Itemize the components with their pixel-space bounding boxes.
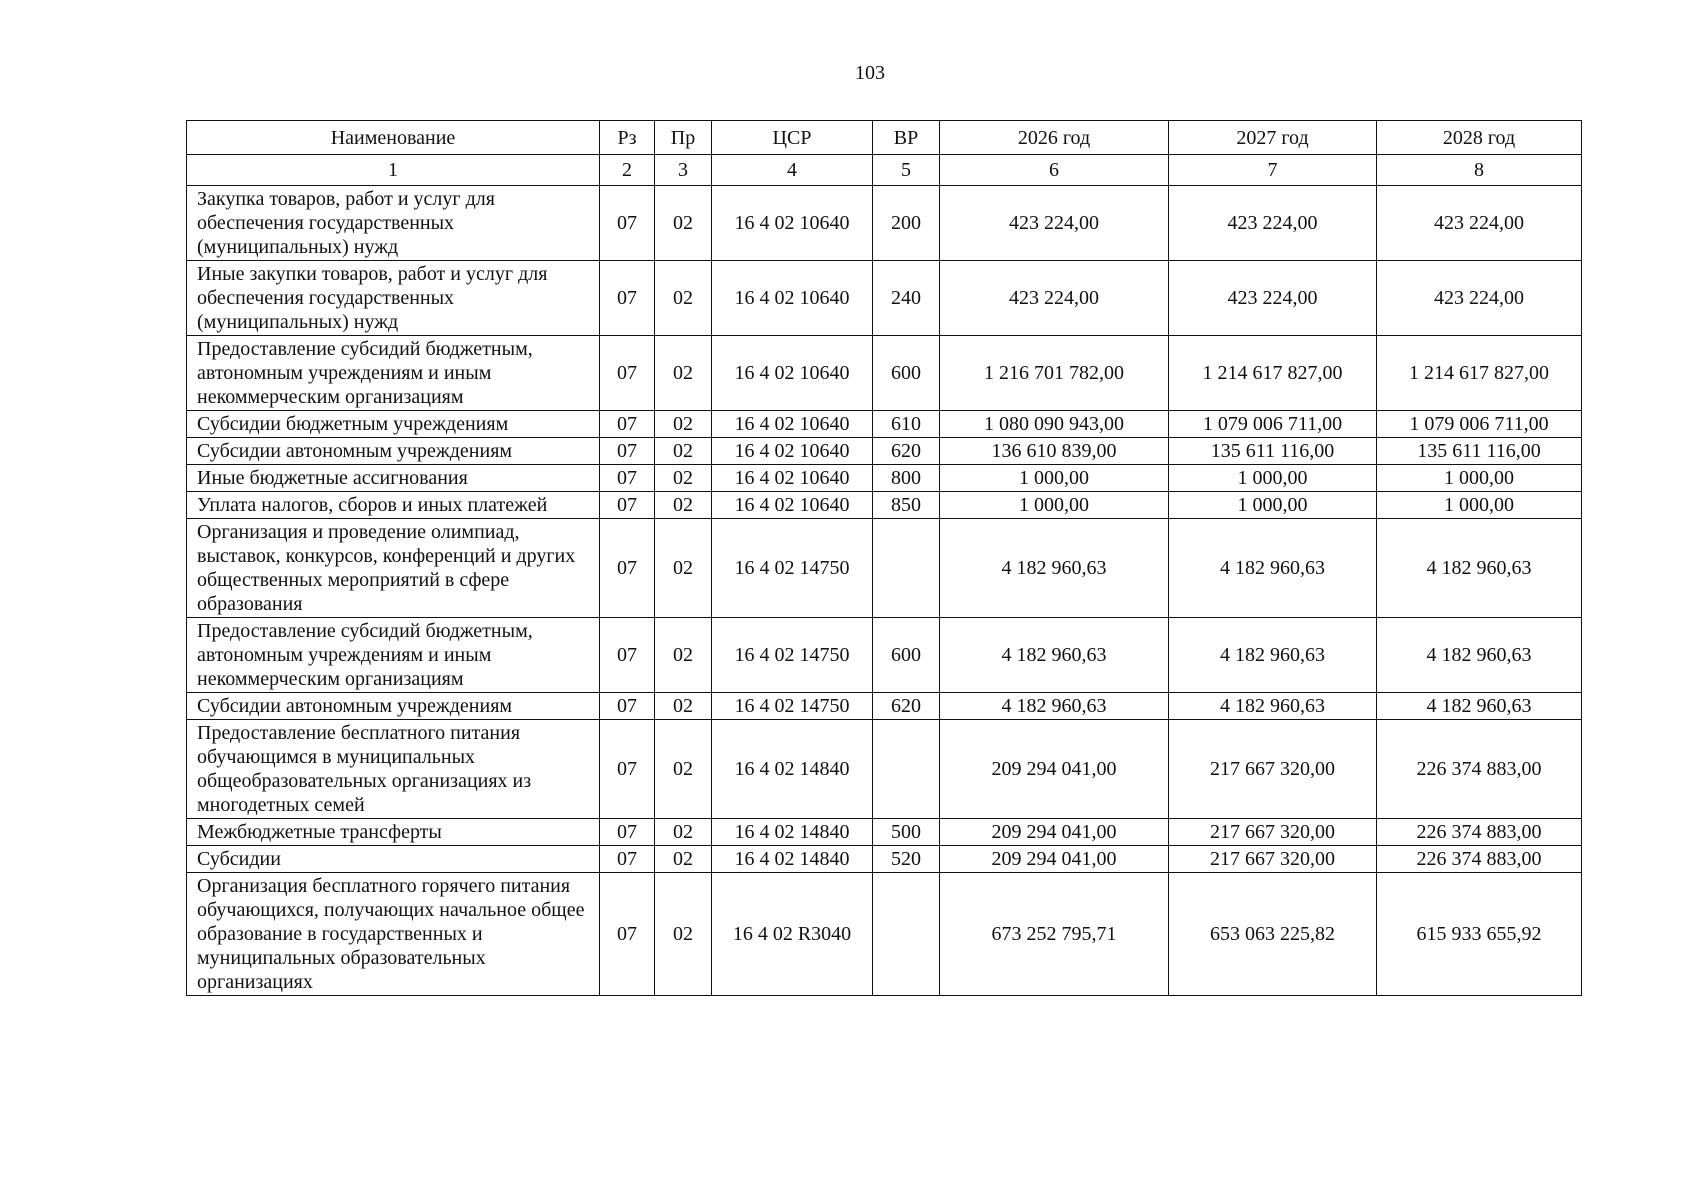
row-vr: 600: [873, 618, 940, 693]
row-name: Субсидии бюджетным учреждениям: [187, 411, 600, 438]
row-2027: 1 079 006 711,00: [1169, 411, 1377, 438]
row-vr: [873, 519, 940, 618]
header-row: [187, 121, 1582, 155]
column-number: 2: [600, 155, 655, 186]
table-row: [187, 693, 1582, 720]
header-pr: Пр: [655, 121, 712, 155]
row-pr: 02: [655, 519, 712, 618]
page-number: 103: [855, 62, 885, 84]
row-2026: 209 294 041,00: [940, 846, 1169, 873]
row-rz: 07: [600, 519, 655, 618]
row-2028: 4 182 960,63: [1377, 693, 1582, 720]
row-2028: 4 182 960,63: [1377, 618, 1582, 693]
row-name: Организация и проведение олимпиад, выставок, конкурсов, конференций и других общественных мероприятий в сфере образования: [187, 519, 600, 618]
column-number: 7: [1169, 155, 1377, 186]
header-2028: 2028 год: [1377, 121, 1582, 155]
row-name: Субсидии автономным учреждениям: [187, 693, 600, 720]
row-pr: 02: [655, 873, 712, 996]
table-row: [187, 261, 1582, 336]
header-csr: ЦСР: [712, 121, 873, 155]
row-vr: 610: [873, 411, 940, 438]
row-2028: 615 933 655,92: [1377, 873, 1582, 996]
row-vr: [873, 720, 940, 819]
row-2026: 209 294 041,00: [940, 720, 1169, 819]
row-csr: 16 4 02 10640: [712, 336, 873, 411]
row-csr: 16 4 02 10640: [712, 492, 873, 519]
row-pr: 02: [655, 336, 712, 411]
table-row: [187, 411, 1582, 438]
row-rz: 07: [600, 261, 655, 336]
row-csr: 16 4 02 10640: [712, 438, 873, 465]
row-pr: 02: [655, 693, 712, 720]
row-2027: 1 000,00: [1169, 465, 1377, 492]
column-number: 1: [187, 155, 600, 186]
header-name: Наименование: [187, 121, 600, 155]
row-pr: 02: [655, 720, 712, 819]
row-2027: 217 667 320,00: [1169, 819, 1377, 846]
row-pr: 02: [655, 618, 712, 693]
row-2027: 423 224,00: [1169, 261, 1377, 336]
row-2026: 4 182 960,63: [940, 519, 1169, 618]
row-rz: 07: [600, 873, 655, 996]
row-rz: 07: [600, 492, 655, 519]
row-rz: 07: [600, 693, 655, 720]
row-name: Иные бюджетные ассигнования: [187, 465, 600, 492]
row-2027: 1 000,00: [1169, 492, 1377, 519]
column-number: 8: [1377, 155, 1582, 186]
header-vr: ВР: [873, 121, 940, 155]
row-pr: 02: [655, 186, 712, 261]
row-vr: 520: [873, 846, 940, 873]
row-2026: 209 294 041,00: [940, 819, 1169, 846]
row-2027: 423 224,00: [1169, 186, 1377, 261]
row-vr: 240: [873, 261, 940, 336]
row-2028: 226 374 883,00: [1377, 720, 1582, 819]
table-row: [187, 720, 1582, 819]
row-vr: 500: [873, 819, 940, 846]
row-rz: 07: [600, 465, 655, 492]
row-2028: 423 224,00: [1377, 186, 1582, 261]
row-2028: 423 224,00: [1377, 261, 1582, 336]
row-csr: 16 4 02 14840: [712, 819, 873, 846]
row-rz: 07: [600, 186, 655, 261]
row-csr: 16 4 02 10640: [712, 411, 873, 438]
table-body: [187, 186, 1582, 996]
row-csr: 16 4 02 14750: [712, 519, 873, 618]
column-number-row: [187, 155, 1582, 186]
row-name: Предоставление субсидий бюджетным, автономным учреждениям и иным некоммерческим организациям: [187, 336, 600, 411]
row-name: Иные закупки товаров, работ и услуг для обеспечения государственных (муниципальных) нужд: [187, 261, 600, 336]
row-vr: 850: [873, 492, 940, 519]
row-2027: 135 611 116,00: [1169, 438, 1377, 465]
row-2027: 1 214 617 827,00: [1169, 336, 1377, 411]
row-2027: 4 182 960,63: [1169, 618, 1377, 693]
row-pr: 02: [655, 819, 712, 846]
row-rz: 07: [600, 846, 655, 873]
row-2028: 226 374 883,00: [1377, 819, 1582, 846]
row-csr: 16 4 02 14840: [712, 720, 873, 819]
table-row: [187, 186, 1582, 261]
row-2026: 1 080 090 943,00: [940, 411, 1169, 438]
budget-table: [186, 120, 1582, 996]
row-vr: 600: [873, 336, 940, 411]
row-2026: 423 224,00: [940, 261, 1169, 336]
column-number: 3: [655, 155, 712, 186]
row-2027: 4 182 960,63: [1169, 519, 1377, 618]
row-name: Субсидии: [187, 846, 600, 873]
row-2026: 1 000,00: [940, 465, 1169, 492]
row-2026: 136 610 839,00: [940, 438, 1169, 465]
row-pr: 02: [655, 261, 712, 336]
table-row: [187, 873, 1582, 996]
row-name: Предоставление субсидий бюджетным, автономным учреждениям и иным некоммерческим организациям: [187, 618, 600, 693]
row-pr: 02: [655, 438, 712, 465]
header-2027: 2027 год: [1169, 121, 1377, 155]
table-row: [187, 819, 1582, 846]
row-2028: 1 000,00: [1377, 492, 1582, 519]
row-name: Межбюджетные трансферты: [187, 819, 600, 846]
row-2026: 4 182 960,63: [940, 693, 1169, 720]
row-2027: 217 667 320,00: [1169, 846, 1377, 873]
row-name: Уплата налогов, сборов и иных платежей: [187, 492, 600, 519]
row-2028: 226 374 883,00: [1377, 846, 1582, 873]
row-csr: 16 4 02 10640: [712, 261, 873, 336]
row-2028: 1 214 617 827,00: [1377, 336, 1582, 411]
row-name: Предоставление бесплатного питания обучающимся в муниципальных общеобразовательных организациях из многодетных семей: [187, 720, 600, 819]
row-2026: 1 000,00: [940, 492, 1169, 519]
row-name: Субсидии автономным учреждениям: [187, 438, 600, 465]
table-row: [187, 846, 1582, 873]
row-2027: 217 667 320,00: [1169, 720, 1377, 819]
row-2026: 673 252 795,71: [940, 873, 1169, 996]
row-pr: 02: [655, 465, 712, 492]
row-2026: 1 216 701 782,00: [940, 336, 1169, 411]
row-vr: 800: [873, 465, 940, 492]
row-name: Закупка товаров, работ и услуг для обеспечения государственных (муниципальных) нужд: [187, 186, 600, 261]
row-csr: 16 4 02 10640: [712, 465, 873, 492]
row-2026: 4 182 960,63: [940, 618, 1169, 693]
row-csr: 16 4 02 14750: [712, 618, 873, 693]
row-rz: 07: [600, 438, 655, 465]
row-rz: 07: [600, 411, 655, 438]
table-row: [187, 438, 1582, 465]
row-2028: 4 182 960,63: [1377, 519, 1582, 618]
row-2027: 653 063 225,82: [1169, 873, 1377, 996]
column-number: 5: [873, 155, 940, 186]
row-vr: 200: [873, 186, 940, 261]
row-csr: 16 4 02 10640: [712, 186, 873, 261]
row-vr: [873, 873, 940, 996]
column-number: 4: [712, 155, 873, 186]
row-pr: 02: [655, 492, 712, 519]
row-rz: 07: [600, 336, 655, 411]
header-2026: 2026 год: [940, 121, 1169, 155]
table-row: [187, 465, 1582, 492]
table-row: [187, 519, 1582, 618]
row-pr: 02: [655, 846, 712, 873]
row-2028: 1 000,00: [1377, 465, 1582, 492]
row-2028: 135 611 116,00: [1377, 438, 1582, 465]
header-rz: Рз: [600, 121, 655, 155]
row-name: Организация бесплатного горячего питания обучающихся, получающих начальное общее образование в государственных и муниципальных образовательных организациях: [187, 873, 600, 996]
table-row: [187, 492, 1582, 519]
row-rz: 07: [600, 618, 655, 693]
row-csr: 16 4 02 R3040: [712, 873, 873, 996]
table-row: [187, 336, 1582, 411]
row-2026: 423 224,00: [940, 186, 1169, 261]
row-vr: 620: [873, 438, 940, 465]
row-rz: 07: [600, 819, 655, 846]
row-2027: 4 182 960,63: [1169, 693, 1377, 720]
row-2028: 1 079 006 711,00: [1377, 411, 1582, 438]
table-row: [187, 618, 1582, 693]
row-csr: 16 4 02 14750: [712, 693, 873, 720]
row-csr: 16 4 02 14840: [712, 846, 873, 873]
row-pr: 02: [655, 411, 712, 438]
column-number: 6: [940, 155, 1169, 186]
row-vr: 620: [873, 693, 940, 720]
row-rz: 07: [600, 720, 655, 819]
